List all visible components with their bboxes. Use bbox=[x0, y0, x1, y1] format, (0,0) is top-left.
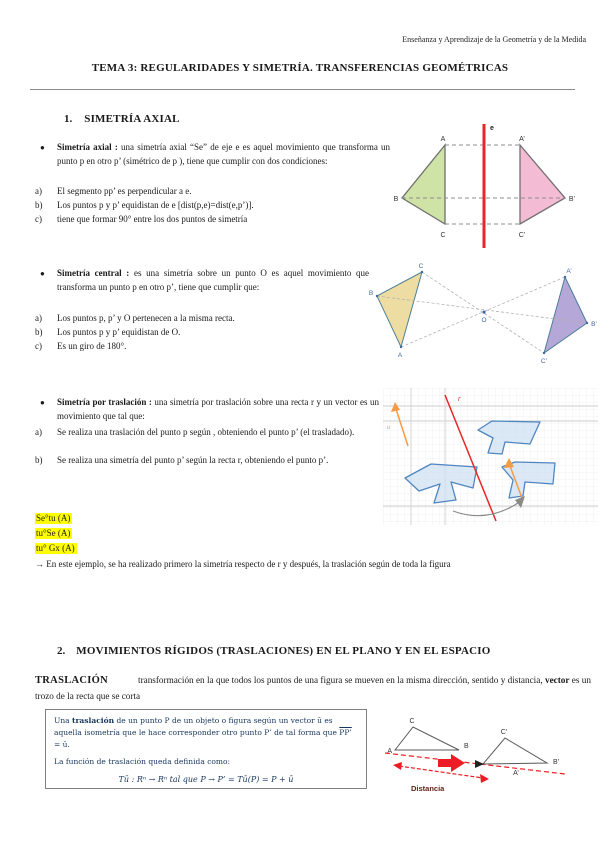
triangle-abc bbox=[395, 727, 459, 750]
item-label: c) bbox=[35, 214, 42, 224]
vector-term: vector bbox=[544, 675, 570, 685]
bullet-simetria-central bbox=[40, 267, 369, 294]
vertex-dot bbox=[421, 271, 423, 273]
title-divider bbox=[30, 89, 575, 90]
distance-dashed-arrow bbox=[399, 766, 483, 778]
vertex-label-a: A bbox=[440, 136, 446, 143]
vertex-dot bbox=[543, 352, 545, 354]
traslacion-paragraph bbox=[35, 673, 591, 704]
vertex-label-a1: A’ bbox=[566, 268, 572, 275]
item-text: Los puntos p y p’ equidistan de O. bbox=[57, 327, 181, 337]
vector-label-u: u bbox=[387, 425, 391, 431]
section-1-title: SIMETRÍA AXIAL bbox=[84, 113, 180, 125]
text-simetria-central: es una simetría sobre un punto O es aquel movimiento que transforma un punto p en otro p’, tiene que cumplir que: bbox=[57, 268, 369, 292]
item-text: El segmento pp’ es perpendicular a e. bbox=[57, 186, 192, 196]
central-symmetry-diagram bbox=[360, 255, 600, 385]
traslacion-text-2: es un trozo de la recta que se corta bbox=[35, 675, 591, 701]
triangle-a1b1c1 bbox=[520, 145, 565, 224]
definition-paragraph bbox=[54, 715, 358, 751]
distance-label: Distancia bbox=[411, 784, 445, 793]
item-text: tiene que formar 90° entre los dos puntos de simetría bbox=[57, 214, 248, 224]
vertex-dot bbox=[564, 276, 566, 278]
vertex-label-b: B bbox=[393, 196, 399, 203]
def-text: = ū. bbox=[54, 740, 70, 749]
vertex-dot bbox=[400, 346, 402, 348]
triangle-a1b1c1 bbox=[544, 277, 587, 353]
list-item bbox=[35, 325, 387, 339]
vertex-label-b1: B’ bbox=[568, 196, 576, 203]
item-text: Los puntos p y p’ equidistan de e [dist(p,e)=dist(e,p’)]. bbox=[57, 200, 254, 210]
vertex-dot bbox=[586, 322, 588, 324]
grid-background bbox=[383, 388, 598, 525]
section-2-number: 2. bbox=[57, 645, 66, 657]
center-label: O bbox=[481, 317, 487, 324]
vertex-label-c: C bbox=[440, 232, 446, 239]
highlight-text: Se°tu (A) bbox=[36, 513, 71, 523]
vertex-label-c1: C’ bbox=[518, 232, 526, 239]
vertex-label-c: C bbox=[418, 263, 424, 270]
bullet-simetria-traslacion bbox=[40, 396, 379, 423]
line-label-r: r bbox=[458, 396, 461, 403]
highlight-text: tu°Se (A) bbox=[36, 528, 71, 538]
definition-intro: La función de traslación queda definida como: bbox=[54, 757, 231, 766]
traslacion-term: TRASLACIÓN bbox=[35, 675, 109, 686]
vertex-label-a1: A’ bbox=[513, 770, 519, 777]
triangle-a1b1c1 bbox=[483, 738, 547, 764]
section-1-number: 1. bbox=[64, 113, 73, 125]
vertex-label-c1: C’ bbox=[500, 729, 508, 736]
term-simetria-axial: Simetría axial : bbox=[57, 142, 118, 152]
segment-overline: PP’ bbox=[339, 728, 352, 737]
def-term-bold: traslación bbox=[72, 716, 115, 725]
triangle-abc bbox=[377, 272, 422, 347]
term-simetria-traslacion: Simetría por traslación : bbox=[57, 397, 152, 407]
section-2-heading bbox=[57, 641, 491, 659]
highlight-line bbox=[35, 527, 72, 539]
vertex-label-b: B bbox=[368, 290, 374, 297]
list-item bbox=[35, 453, 397, 467]
item-text: Se realiza una traslación del punto p según , obteniendo el punto p’ (el trasladado). bbox=[57, 427, 355, 437]
vertex-dot bbox=[376, 295, 378, 297]
item-label: b) bbox=[35, 455, 43, 465]
definition-box bbox=[45, 709, 367, 789]
item-label: c) bbox=[35, 341, 42, 351]
item-text: Se realiza una simetría del punto p’ según la recta r, obteniendo el punto p’. bbox=[57, 455, 329, 465]
bullet-icon: ● bbox=[40, 398, 45, 407]
item-label: a) bbox=[35, 427, 42, 437]
text-simetria-traslacion: una simetría por traslación sobre una recta r y un vector es un movimiento que tal que: bbox=[57, 397, 379, 421]
translation-formula: Tū : Rⁿ → Rⁿ tal que P → P’ = Tū(P) = P + ū bbox=[118, 775, 294, 784]
vertex-label-a: A bbox=[387, 748, 392, 755]
def-text: Una bbox=[54, 716, 73, 725]
item-label: b) bbox=[35, 327, 43, 337]
item-label: a) bbox=[35, 186, 42, 196]
item-text: Es un giro de 180°. bbox=[57, 341, 127, 351]
center-point bbox=[483, 311, 486, 314]
bold-translation-arrow bbox=[438, 754, 465, 772]
section-2-title: MOVIMIENTOS RÍGIDOS (TRASLACIONES) EN EL PLANO Y EN EL ESPACIO bbox=[76, 645, 491, 657]
highlight-line bbox=[35, 542, 77, 554]
list-item bbox=[35, 425, 397, 439]
small-arrowhead bbox=[475, 760, 484, 768]
vertex-label-b1: B’ bbox=[553, 759, 560, 766]
vertex-label-a1: A’ bbox=[519, 136, 525, 143]
text-simetria-axial: una simetría axial “Se” de eje e es aquel movimiento que transforma un punto p en otro p’ (simétrico de p ), tiene que cumplir con dos condiciones: bbox=[57, 142, 391, 166]
vertex-label-c: C bbox=[409, 718, 415, 725]
running-header: Enseñanza y Aprendizaje de la Geometría y de la Medida bbox=[402, 35, 586, 44]
axis-label: e bbox=[490, 125, 494, 132]
traslacion-text-1: transformación en la que todos los puntos de una figura se mueven en la misma dirección, sentido y distancia, bbox=[138, 675, 545, 685]
bullet-simetria-axial bbox=[40, 141, 391, 168]
highlight-line bbox=[35, 512, 72, 524]
item-text: Los puntos p, p’ y O pertenecen a la misma recta. bbox=[57, 313, 235, 323]
def-text: de un punto P de un objeto o figura según un vector ū es aquella isometría que le hace corresponder otro punto P’ de tal forma que bbox=[54, 716, 340, 737]
axial-symmetry-diagram bbox=[388, 116, 598, 258]
section-1-heading bbox=[64, 109, 180, 127]
highlight-text: tu° Gx (A) bbox=[36, 543, 75, 553]
triangle-abc bbox=[402, 145, 445, 224]
distance-arrowhead-left bbox=[393, 762, 402, 770]
distance-arrowhead-right bbox=[480, 774, 489, 783]
list-item bbox=[35, 339, 387, 353]
vertex-label-b1: B’ bbox=[591, 321, 597, 328]
glide-reflection-diagram bbox=[383, 388, 598, 525]
list-item bbox=[35, 311, 387, 325]
bullet-icon: ● bbox=[40, 269, 45, 278]
vertex-label-b: B bbox=[464, 743, 469, 750]
vertex-label-c1: C’ bbox=[540, 358, 548, 365]
example-note: → En este ejemplo, se ha realizado primero la simetría respecto de r y después, la traslación según de toda la figura bbox=[35, 559, 451, 569]
bullet-icon: ● bbox=[40, 143, 45, 152]
item-label: b) bbox=[35, 200, 43, 210]
term-simetria-central: Simetría central : bbox=[57, 268, 130, 278]
translation-diagram bbox=[385, 705, 597, 815]
page-title: TEMA 3: REGULARIDADES Y SIMETRÍA. TRANSFERENCIAS GEOMÉTRICAS bbox=[91, 62, 509, 74]
item-label: a) bbox=[35, 313, 42, 323]
vertex-label-a: A bbox=[397, 352, 403, 359]
